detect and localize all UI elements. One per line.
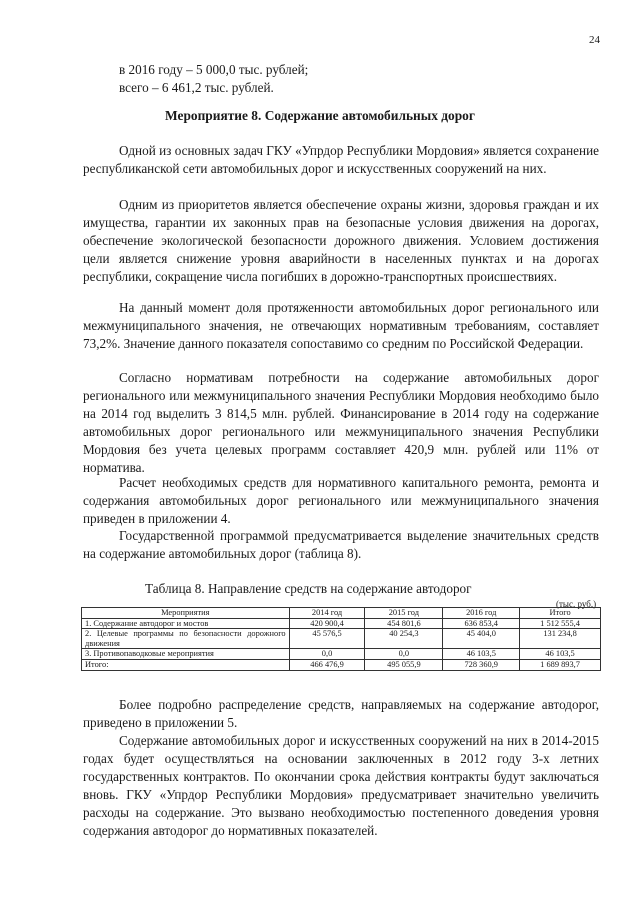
paragraph-5: Расчет необходимых средств для нормативного капитального ремонта, ремонта и содержания автомобильных дорог регионального или межмуниципального значения приведен в приложении 4. [83, 475, 599, 526]
header-cell: 2015 год [365, 608, 443, 619]
row-label: Итого: [82, 659, 290, 670]
table-cell: 636 853,4 [443, 618, 520, 629]
table-cell: 466 476,9 [289, 659, 365, 670]
page-number: 24 [589, 34, 600, 46]
table-row [82, 649, 601, 660]
paragraph-4: Согласно нормативам потребности на содержание автомобильных дорог регионального или межмуниципального значения Республики Мордовия необходимо было на 2014 год выделить 3 814,5 млн. рублей. Финансирование в 2014 году на содержание автомобильных дорог регионального или межмуниципального значения Республики Мордовия без учета целевых программ составляет 420,9 млн. рублей или 11% от норматива. [83, 370, 599, 475]
table-cell: 1 689 893,7 [520, 659, 601, 670]
table-cell: 40 254,3 [365, 629, 443, 649]
table-cell: 46 103,5 [520, 649, 601, 660]
table-row [82, 629, 601, 649]
table-cell: 728 360,9 [443, 659, 520, 670]
row-label: 2. Целевые программы по безопасности дорожного движения [82, 629, 290, 649]
funding-table [81, 607, 601, 671]
table-cell: 420 900,4 [289, 618, 365, 629]
paragraph-7: Более подробно распределение средств, направляемых на содержание автодорог, приведено в приложении 5. [83, 697, 599, 730]
table-caption: Таблица 8. Направление средств на содержание автодорог [145, 581, 472, 596]
intro-line-2: всего – 6 461,2 тыс. рублей. [119, 80, 274, 95]
header-cell: 2016 год [443, 608, 520, 619]
row-label: 1. Содержание автодорог и мостов [82, 618, 290, 629]
table-cell: 45 576,5 [289, 629, 365, 649]
table-cell: 131 234,8 [520, 629, 601, 649]
table-cell: 0,0 [365, 649, 443, 660]
table-row [82, 618, 601, 629]
table-header-row [82, 608, 601, 619]
intro-line-1: в 2016 году – 5 000,0 тыс. рублей; [119, 62, 309, 77]
paragraph-8: Содержание автомобильных дорог и искусственных сооружений на них в 2014-2015 годах будет осуществляться на основании заключенных в 2012 году 3-х летних государственных контрактов. По окончании срока действия контракты будут заключаться вновь. ГКУ «Упрдор Республики Мордовия» предусматривает значительно увеличить расходы на содержание. Это вызвано необходимостью постепенного доведения уровня содержания автодорог до нормативных показателей. [83, 733, 599, 838]
section-heading: Мероприятие 8. Содержание автомобильных дорог [165, 108, 475, 123]
paragraph-6: Государственной программой предусматривается выделение значительных средств на содержание автомобильных дорог (таблица 8). [83, 528, 599, 561]
table-cell: 495 055,9 [365, 659, 443, 670]
table-cell: 45 404,0 [443, 629, 520, 649]
table-cell: 1 512 555,4 [520, 618, 601, 629]
row-label: 3. Противопаводковые мероприятия [82, 649, 290, 660]
table-cell: 454 801,6 [365, 618, 443, 629]
header-cell: 2014 год [289, 608, 365, 619]
header-cell: Мероприятия [82, 608, 290, 619]
table-cell: 46 103,5 [443, 649, 520, 660]
paragraph-2: Одним из приоритетов является обеспечение охраны жизни, здоровья граждан и их имущества, гарантии их законных прав на безопасные условия движения на дорогах, обеспечение экологической безопасности дорожного движения. Условием достижения цели является снижение уровня аварийности в населенных пунктах и на дорогах республики, сокращение числа погибших в дорожно-транспортных происшествиях. [83, 197, 599, 284]
paragraph-1: Одной из основных задач ГКУ «Упрдор Республики Мордовия» является сохранение республиканской сети автомобильных дорог и искусственных сооружений на них. [83, 143, 599, 176]
header-cell: Итого [520, 608, 601, 619]
paragraph-3: На данный момент доля протяженности автомобильных дорог регионального или межмуниципального значения, не отвечающих нормативным требованиям, составляет 73,2%. Значение данного показателя сопоставимо со средним по Российской Федерации. [83, 300, 599, 351]
table-total-row [82, 659, 601, 670]
table-cell: 0,0 [289, 649, 365, 660]
table-unit: (тыс. руб.) [556, 599, 597, 609]
